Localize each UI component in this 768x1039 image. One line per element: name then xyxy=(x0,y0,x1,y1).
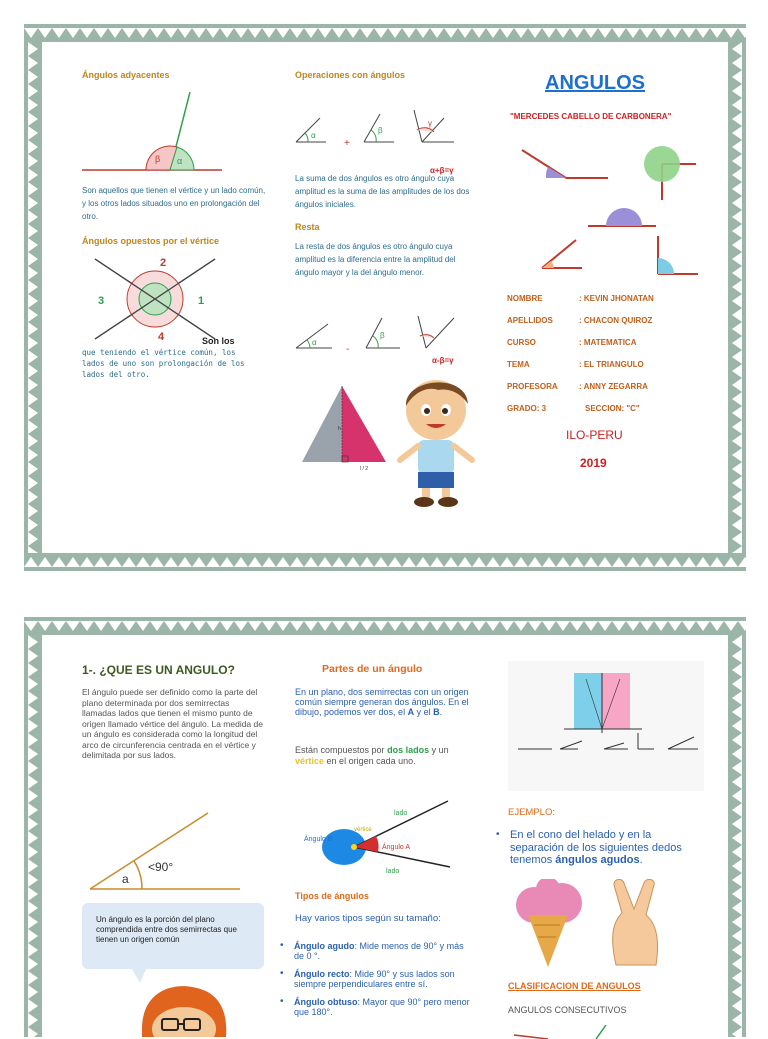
border-pattern-top-2 xyxy=(24,617,746,635)
border-pattern-right xyxy=(728,42,746,553)
adjacent-angles-diagram xyxy=(80,90,230,180)
operations-title: Operaciones con ángulos xyxy=(295,70,406,80)
grade: GRADO: 3 xyxy=(507,404,547,413)
type-obtuse-desc: : Mayor que 90° pero menor que 180°. xyxy=(294,997,470,1017)
parts-text xyxy=(295,687,471,717)
adjacent-title: Ángulos adyacentes xyxy=(82,70,170,80)
parts-title: Partes de un ángulo xyxy=(322,663,423,675)
diff-beta: β xyxy=(380,331,385,340)
angle-difference-diagram xyxy=(294,308,464,354)
place: ILO-PERU xyxy=(566,428,623,442)
info-value-tema: : EL TRIANGULO xyxy=(579,360,644,369)
type-acute-desc: : Mide menos de 90° y más de 0 °. xyxy=(294,941,464,961)
composed-vertex: vértice xyxy=(295,756,325,766)
consecutive-angles-label: ANGULOS CONSECUTIVOS xyxy=(508,1005,627,1015)
composed-text xyxy=(295,745,471,767)
border-pattern-bottom xyxy=(24,553,746,571)
isosceles-triangle-diagram xyxy=(298,384,394,470)
diff-minus: - xyxy=(346,344,350,354)
lado-bottom-label: lado xyxy=(386,868,400,875)
opposite-text: que teniendo el vértice común, los lados de uno son prolongación de los lados del otro. xyxy=(82,348,245,379)
acute-angle-diagram xyxy=(86,805,246,897)
parts-text-and: y el xyxy=(416,707,431,717)
sum-alpha: α xyxy=(311,131,316,140)
consecutive-angles-diagram xyxy=(508,1025,628,1039)
info-label-tema: TEMA xyxy=(507,360,530,369)
parts-text-main: En un plano, dos semirrectas con un origen común siempre generan dos ángulos. En el dibujo, podemos ver dos, el xyxy=(295,687,469,717)
beta-label: β xyxy=(155,154,161,164)
type-right-name: Ángulo recto xyxy=(294,969,350,979)
example-text xyxy=(510,829,700,867)
speech-bubble xyxy=(82,903,264,969)
example-title: EJEMPLO: xyxy=(508,807,555,818)
type-obtuse xyxy=(294,997,470,1017)
composed-text-1: Están compuestos por xyxy=(295,745,385,755)
border-pattern-left xyxy=(24,42,42,553)
composed-text-2: y un xyxy=(431,745,449,755)
sum-plus: + xyxy=(344,138,350,149)
opposite-angles-diagram xyxy=(90,254,220,344)
border-pattern-top xyxy=(24,24,746,42)
opp-num-4: 4 xyxy=(158,331,165,343)
icecream-and-fingers-images xyxy=(510,879,676,967)
opp-num-2: 2 xyxy=(160,257,167,269)
cover-title: ANGULOS xyxy=(545,72,645,94)
info-label-profesora: PROFESORA xyxy=(507,382,558,391)
opposite-text-lead: Son los xyxy=(202,336,235,346)
info-label-apellidos: APELLIDOS xyxy=(507,316,553,325)
info-label-curso: CURSO xyxy=(507,338,536,347)
type-right xyxy=(294,969,470,989)
tri-height: h xyxy=(338,426,341,432)
alpha-label: α xyxy=(177,156,183,166)
angulo-a-label: Ángulo A xyxy=(382,844,411,851)
opposite-title: Ángulos opuestos por el vértice xyxy=(82,236,220,246)
types-intro: Hay varios tipos según su tamaño: xyxy=(295,913,441,924)
adjacent-text: Son aquellos que tienen el vértice y un lado común, y los otros lados situados uno en prolongación del otro. xyxy=(82,186,266,221)
cover-angles-illustration xyxy=(512,128,712,278)
composed-text-3: en el origen cada uno. xyxy=(326,756,416,766)
type-acute xyxy=(294,941,470,961)
opp-num-3: 3 xyxy=(98,295,105,307)
info-value-profesora: : ANNY ZEGARRA xyxy=(579,382,648,391)
diff-alpha: α xyxy=(312,338,317,347)
parts-text-end: . xyxy=(439,707,443,717)
vertice-label: vértice xyxy=(354,827,372,833)
inside-content xyxy=(42,635,728,1037)
parts-text-b: B xyxy=(433,707,440,717)
angle-parts-diagram xyxy=(298,791,468,875)
border-pattern-left-2 xyxy=(24,635,42,1037)
example-text-end: . xyxy=(639,854,643,866)
angulo-b-label: Ángulo B xyxy=(304,836,333,843)
example-text-bold: ángulos agudos xyxy=(555,854,640,866)
types-title: Tipos de ángulos xyxy=(295,891,369,901)
school-name: "MERCEDES CABELLO DE CARBONERA" xyxy=(510,112,672,121)
angle-sum-diagram xyxy=(294,100,464,162)
tri-half-base: l / 2 xyxy=(360,466,369,470)
section: SECCION: "C" xyxy=(585,404,640,413)
brochure-inside xyxy=(24,617,746,1037)
tri-side-right: l xyxy=(368,416,370,422)
classification-title: CLASIFICACION DE ANGULOS xyxy=(508,981,641,991)
angle-label-lt90: <90° xyxy=(148,860,174,874)
outside-content xyxy=(42,42,728,553)
border-pattern-right-2 xyxy=(728,635,746,1037)
lado-top-label: lado xyxy=(394,810,408,817)
what-is-angle-title: 1-. ¿QUE ES UN ANGULO? xyxy=(82,663,235,677)
speech-bubble-text: Un ángulo es la porción del plano comprendida entre dos semirrectas que tienen un origen común xyxy=(96,915,237,944)
year: 2019 xyxy=(580,456,607,470)
sum-text: La suma de dos ángulos es otro ángulo cuya amplitud es la suma de las amplitudes de los dos ángulos iniciales. xyxy=(295,174,470,209)
opp-num-1: 1 xyxy=(198,295,205,307)
type-right-desc: : Mide 90° y sus lados son siempre perpendiculares entre sí. xyxy=(294,969,455,989)
sum-gamma: γ xyxy=(428,119,432,128)
resta-text: La resta de dos ángulos es otro ángulo cuya amplitud es la diferencia entre la amplitud del ángulo mayor y la del ángulo menor. xyxy=(295,242,456,277)
resta-title: Resta xyxy=(295,222,320,232)
cartoon-boy-illustration xyxy=(394,368,478,508)
diff-formula: α-β=γ xyxy=(432,356,454,365)
info-value-apellidos: : CHACON QUIROZ xyxy=(579,316,653,325)
sum-formula: α+β=γ xyxy=(430,166,454,175)
cartoon-girl-illustration xyxy=(122,969,242,1037)
info-label-nombre: NOMBRE xyxy=(507,294,543,303)
angle-types-chart-image xyxy=(508,661,704,791)
info-value-nombre: : KEVIN JHONATAN xyxy=(579,294,654,303)
parts-text-a: A xyxy=(407,707,415,717)
tri-side-left: l xyxy=(314,416,316,422)
type-acute-name: Ángulo agudo xyxy=(294,941,355,951)
type-obtuse-name: Ángulo obtuso xyxy=(294,997,358,1007)
angle-label-a: a xyxy=(122,872,129,886)
composed-sides: dos lados xyxy=(387,745,430,755)
brochure-outside xyxy=(24,24,746,571)
example-text-main: En el cono del helado y en la separación de los siguientes dedos tenemos xyxy=(510,829,682,866)
info-value-curso: : MATEMATICA xyxy=(579,338,637,347)
sum-beta: β xyxy=(378,126,383,135)
what-is-angle-text: El ángulo puede ser definido como la parte del plano determinada por dos semirrectas llamadas lados que tienen el mismo punto de origen llamado vértice del ángulo. La medida de un ángulo es considerada como la longitud del arco de circunferencia centrada en el vértice y delimitada por sus lados. xyxy=(82,687,263,760)
